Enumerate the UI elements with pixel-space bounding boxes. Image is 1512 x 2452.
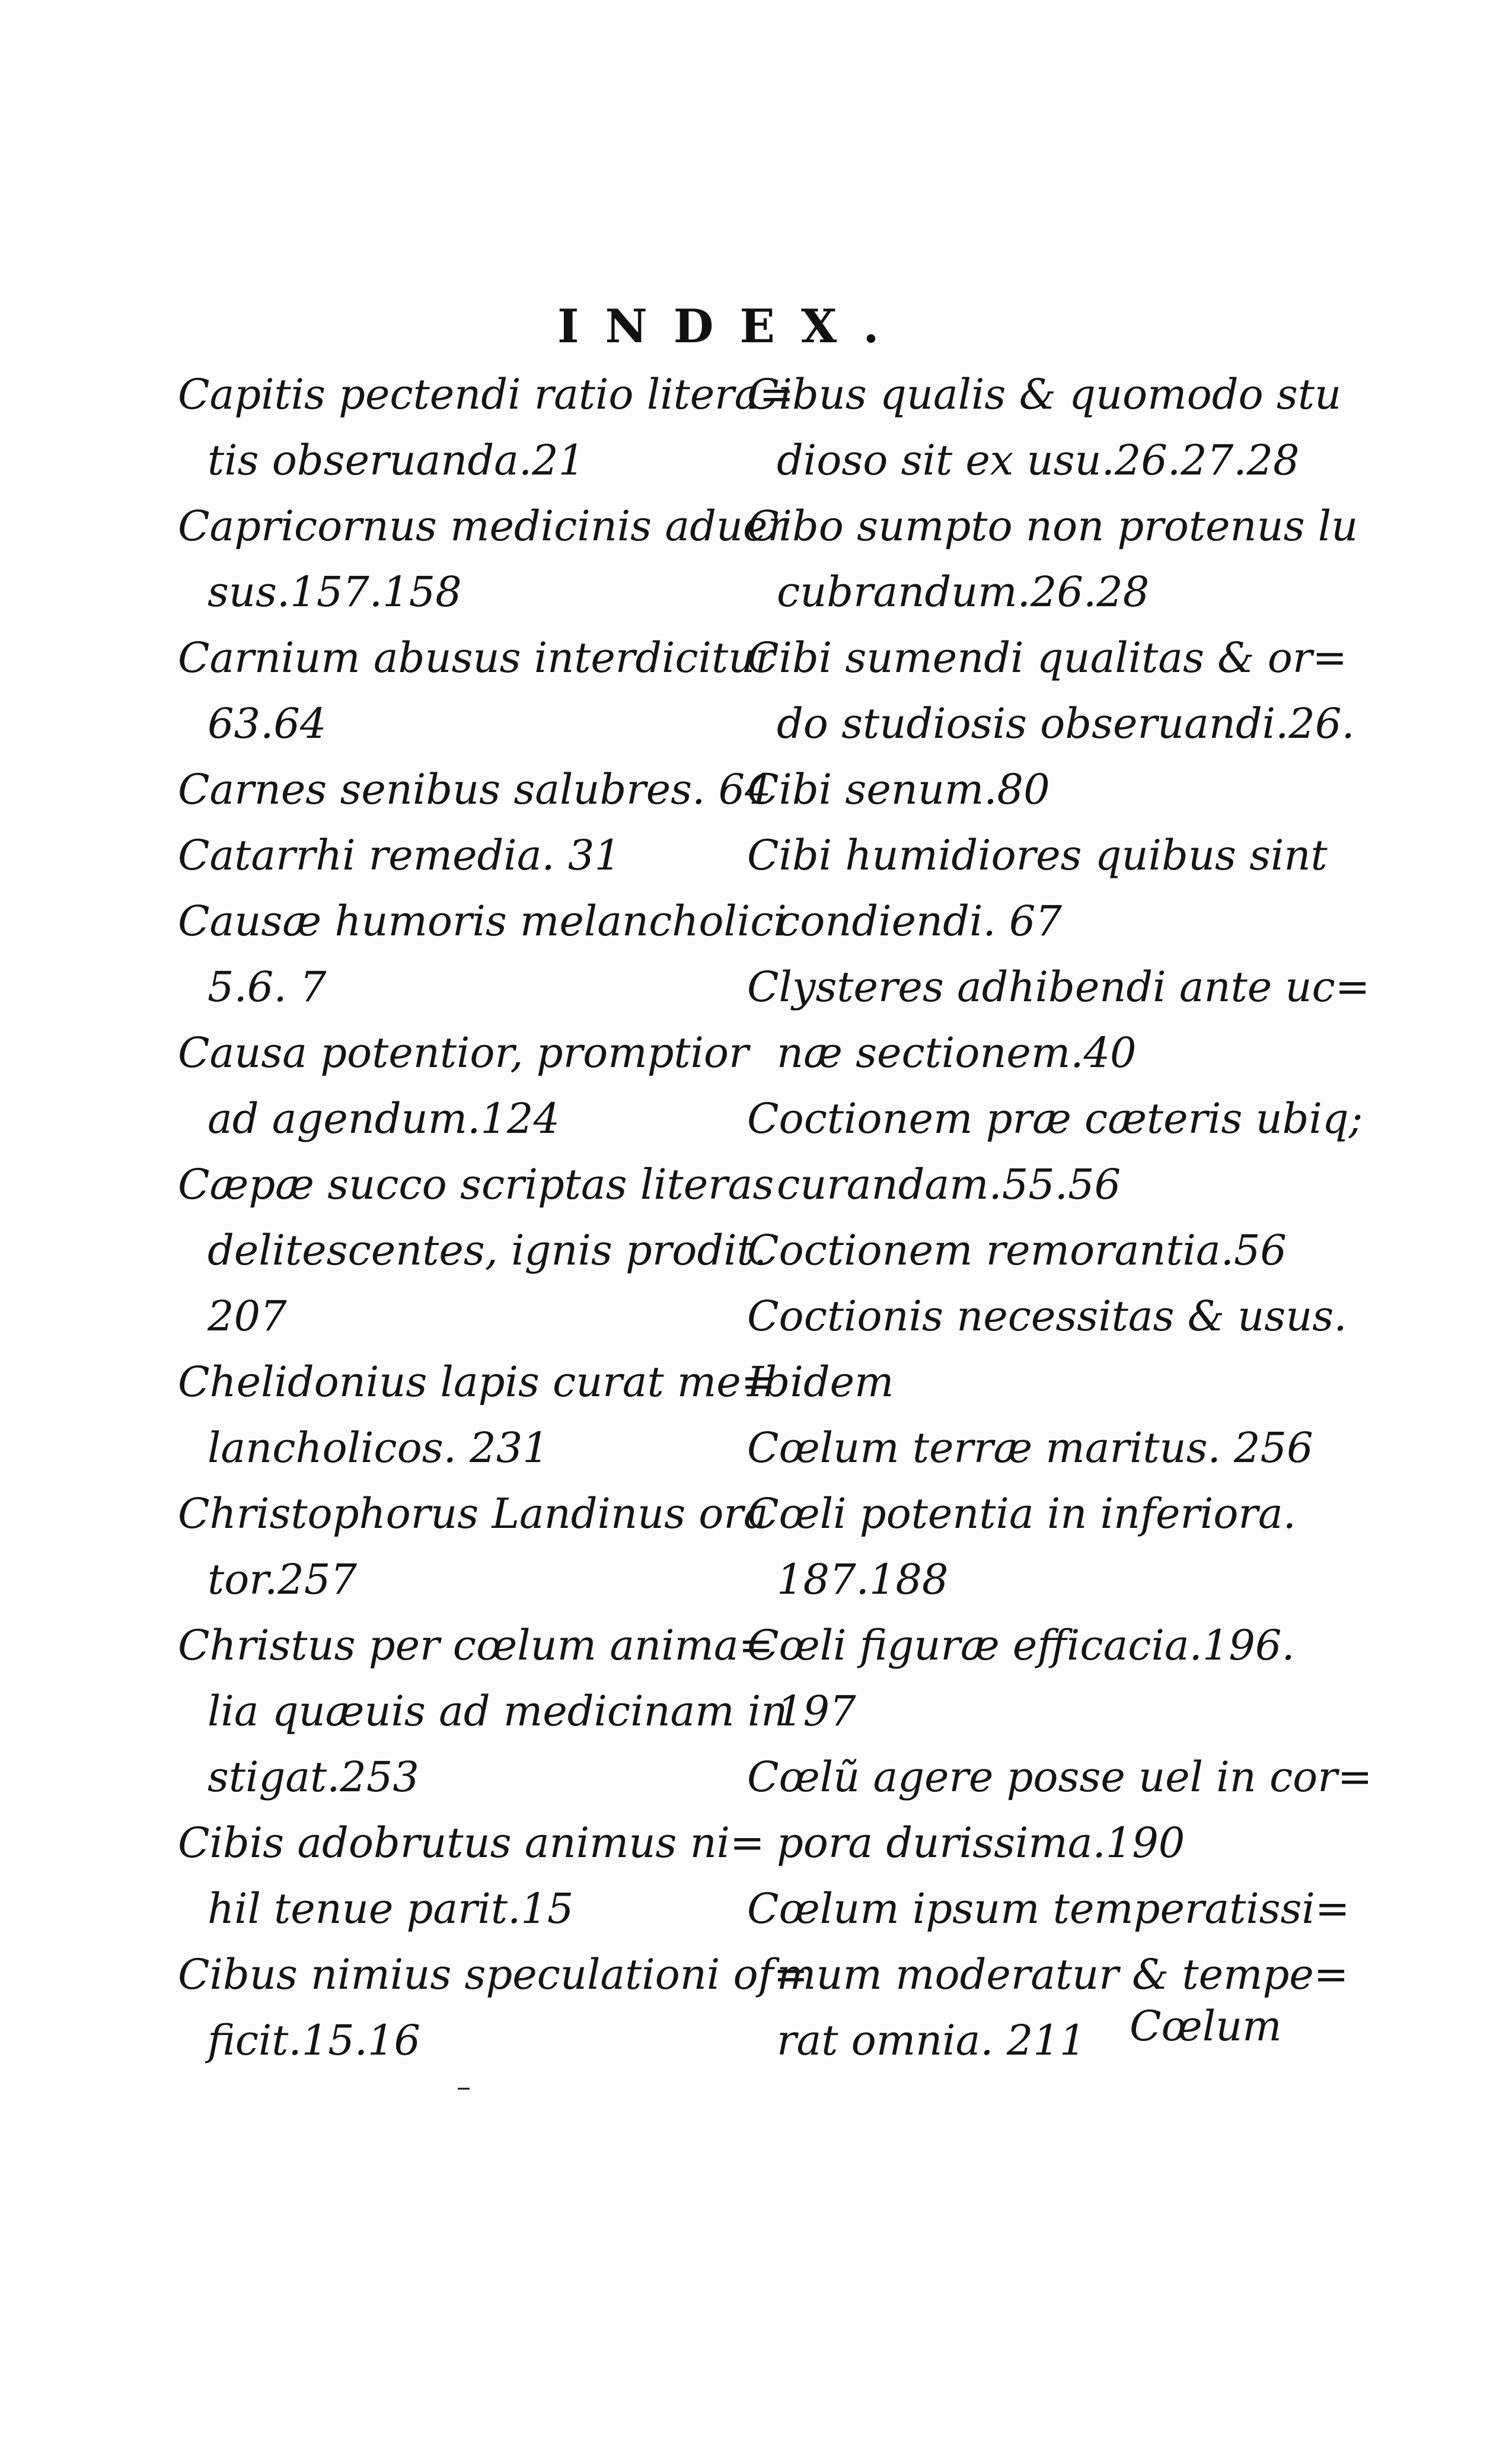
index-line: Cœli figuræ efficacia.196.	[747, 1621, 1295, 1670]
index-line: Christus per cœlum anima=	[178, 1621, 774, 1670]
index-line: Causa potentior, promptior	[178, 1028, 749, 1077]
index-line: Cibis adobrutus animus ni=	[178, 1819, 765, 1867]
index-line: Cibo sumpto non protenus lu	[747, 502, 1358, 550]
catchword: Cœlum	[1130, 2002, 1282, 2050]
index-line: Cibus qualis & quomodo stu	[747, 370, 1342, 419]
index-line: ad agendum.124	[208, 1094, 560, 1143]
index-line: 63.64	[208, 699, 327, 748]
index-line: Cœlũ agere posse uel in cor=	[747, 1753, 1373, 1801]
index-line: Ibidem	[747, 1358, 894, 1406]
index-line: dioso sit ex usu.26.27.28	[777, 436, 1300, 485]
signature-mark: –	[457, 2070, 471, 2103]
index-line: 5.6. 7	[208, 963, 327, 1011]
index-line: pora durissima.190	[777, 1819, 1185, 1867]
index-line: Carnium abusus interdicitur	[178, 633, 775, 682]
page-title: INDEX.	[557, 300, 905, 354]
index-line: Clysteres adhibendi ante uc=	[747, 963, 1370, 1011]
index-line: 187.188	[777, 1555, 949, 1604]
index-line: rat omnia. 211	[777, 2016, 1086, 2065]
index-line: næ sectionem.40	[777, 1028, 1137, 1077]
index-line: condiendi. 67	[777, 897, 1062, 945]
index-line: lia quæuis ad medicinam in	[208, 1687, 788, 1735]
index-line: do studiosis obseruandi.26.	[777, 699, 1355, 748]
index-line: tor.257	[208, 1555, 357, 1604]
index-line: cubrandum.26.28	[777, 568, 1150, 616]
index-line: Coctionis necessitas & usus.	[747, 1292, 1347, 1340]
index-line: Cœlum terræ maritus. 256	[747, 1424, 1313, 1472]
index-line: Causæ humoris melancholici	[178, 897, 787, 945]
index-line: hil tenue parit.15	[208, 1884, 574, 1933]
index-line: Cœlum ipsum temperatissi=	[747, 1884, 1350, 1933]
index-column-left	[178, 362, 809, 2074]
index-line: stigat.253	[208, 1753, 419, 1801]
index-column-right	[747, 362, 1373, 2074]
index-line: 207	[208, 1292, 287, 1340]
index-line: Cœli potentia in inferiora.	[747, 1489, 1296, 1538]
index-line: 197	[777, 1687, 856, 1735]
index-line: Capitis pectendi ratio litera=	[178, 370, 794, 419]
index-line: Cibi senum.80	[747, 765, 1050, 814]
index-line: lancholicos. 231	[208, 1424, 549, 1472]
index-line: Catarrhi remedia. 31	[178, 831, 621, 880]
index-line: Cibi sumendi qualitas & or=	[747, 633, 1347, 682]
index-line: Chelidonius lapis curat me=	[178, 1358, 776, 1406]
index-line: delitescentes, ignis prodit.	[208, 1226, 767, 1275]
index-line: Coctionem præ cæteris ubiq;	[747, 1094, 1363, 1143]
index-line: curandam.55.56	[777, 1160, 1121, 1209]
index-line: tis obseruanda.21	[208, 436, 585, 485]
index-line: Carnes senibus salubres. 64	[178, 765, 771, 814]
index-line: ficit.15.16	[208, 2016, 421, 2065]
index-line: Coctionem remorantia.56	[747, 1226, 1287, 1275]
index-line: Christophorus Landinus ora	[178, 1489, 768, 1538]
index-line: Cibi humidiores quibus sint	[747, 831, 1328, 880]
index-line: Cæpæ succo scriptas literas	[178, 1160, 774, 1209]
index-line: Capricornus medicinis aduer	[178, 502, 787, 550]
index-line: sus.157.158	[208, 568, 462, 616]
index-line: Cibus nimius speculationi of=	[178, 1950, 809, 1999]
index-line: mum moderatur & tempe=	[777, 1950, 1349, 1999]
